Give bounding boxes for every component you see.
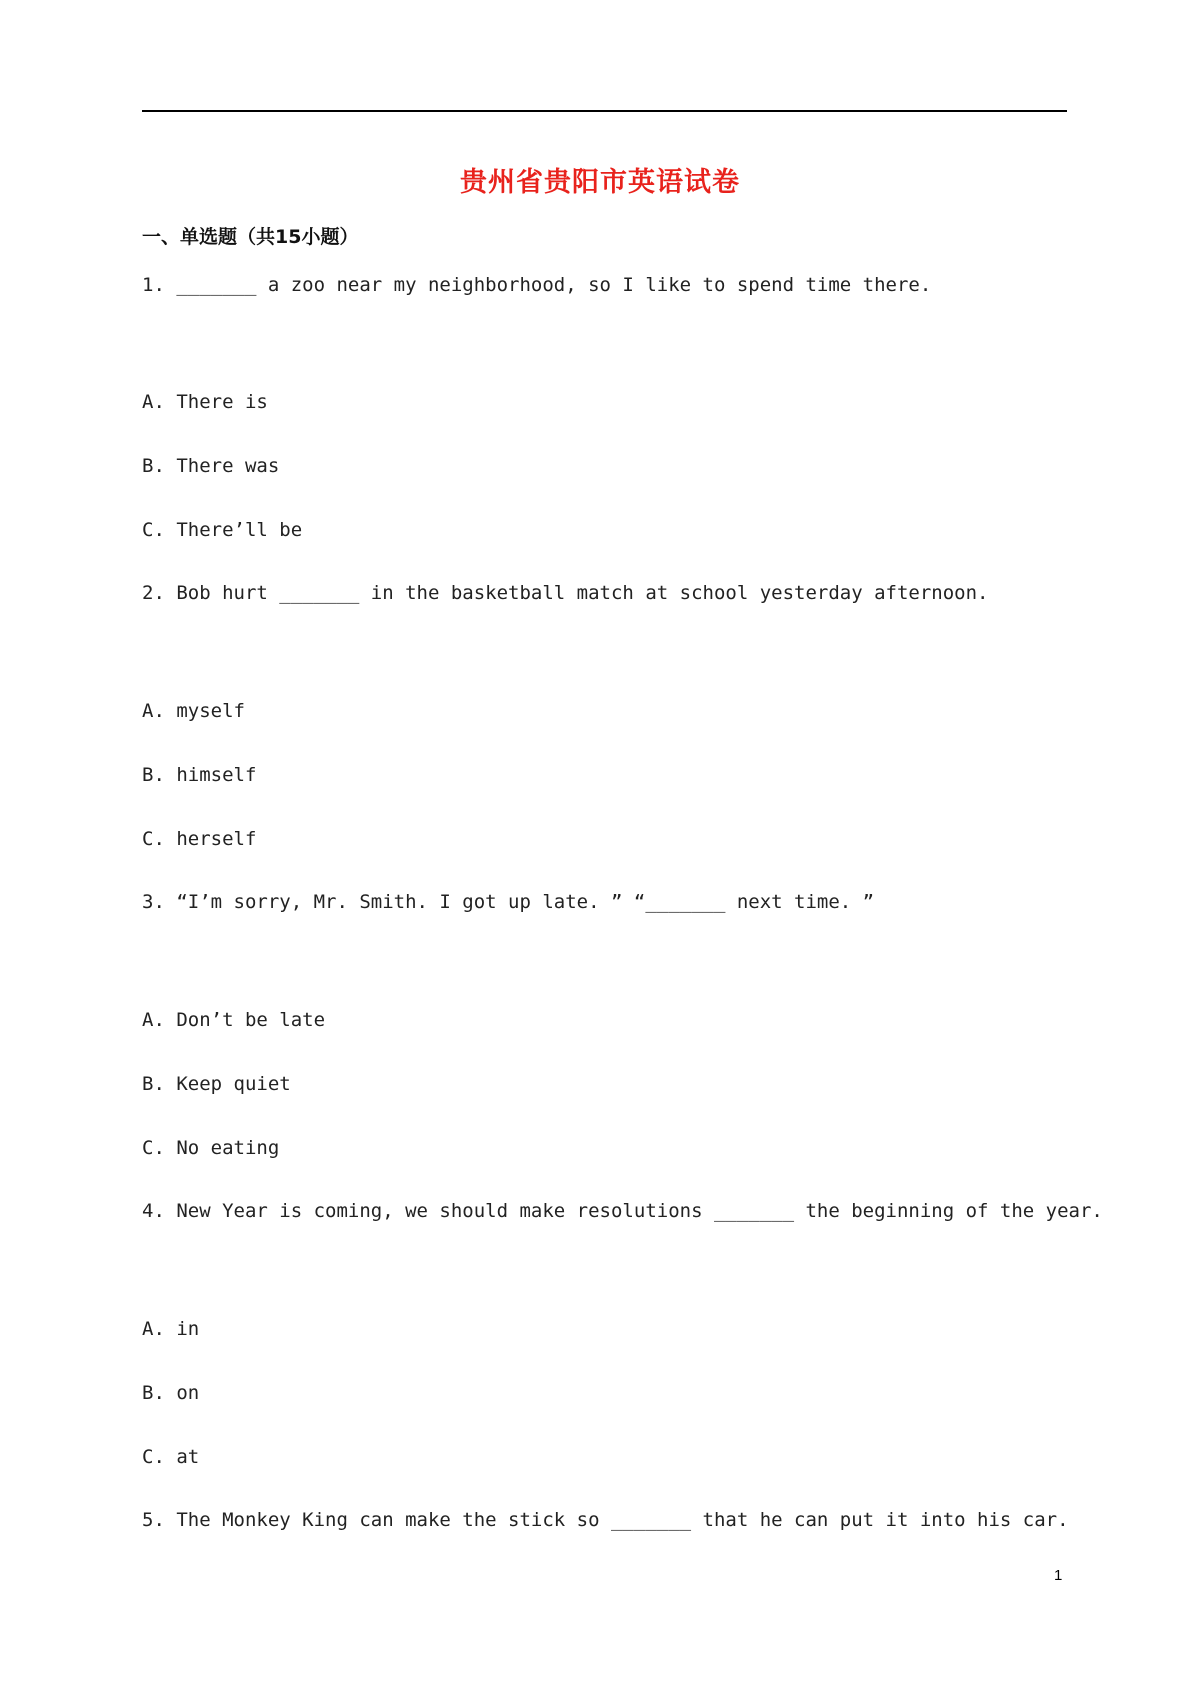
question-3-option-b: B. Keep quiet: [142, 1073, 291, 1095]
question-4-option-c: C. at: [142, 1446, 200, 1468]
question-2-option-c: C. herself: [142, 828, 257, 850]
header-rule: [142, 110, 1067, 112]
question-3-option-c: C. No eating: [142, 1137, 280, 1159]
question-3-stem: 3. “I’m sorry, Mr. Smith. I got up late. ” “_______ next time. ”: [142, 891, 875, 913]
question-4-option-b: B. on: [142, 1382, 200, 1404]
question-1-option-a: A. There is: [142, 391, 268, 413]
page-title: 贵州省贵阳市英语试卷: [460, 167, 740, 198]
question-1-stem: 1. _______ a zoo near my neighborhood, so I like to spend time there.: [142, 274, 932, 296]
question-4-stem: 4. New Year is coming, we should make resolutions _______ the beginning of the year.: [142, 1200, 1103, 1222]
question-1-option-b: B. There was: [142, 455, 280, 477]
page-number: 1: [1054, 1567, 1063, 1584]
question-4-option-a: A. in: [142, 1318, 200, 1340]
question-3-option-a: A. Don’t be late: [142, 1009, 326, 1031]
question-5-stem: 5. The Monkey King can make the stick so _______ that he can put it into his car.: [142, 1509, 1069, 1531]
question-2-stem: 2. Bob hurt _______ in the basketball match at school yesterday afternoon.: [142, 582, 989, 604]
section-heading: 一、单选题（共15小题）: [142, 226, 359, 248]
question-2-option-b: B. himself: [142, 764, 257, 786]
question-1-option-c: C. There’ll be: [142, 519, 303, 541]
question-2-option-a: A. myself: [142, 700, 245, 722]
